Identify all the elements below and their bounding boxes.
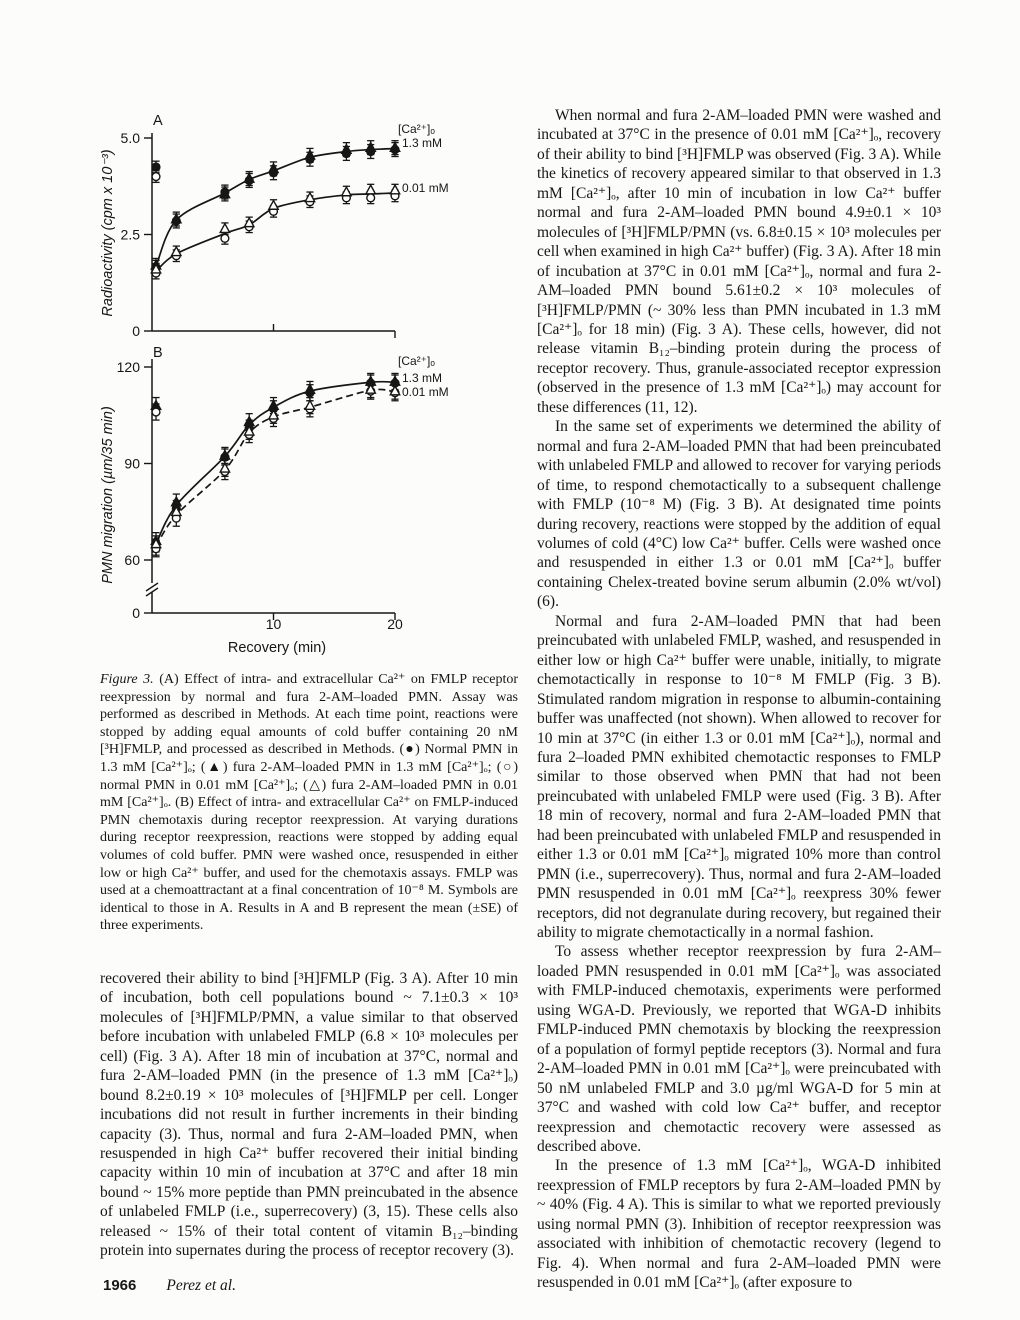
figure-3-charts [100,105,518,667]
paragraph: recovered their ability to bind [³H]FMLP (Fig. 3 A). After 10 min of incubation, both cell populations bound ~ 7.1±0.3 × 10³ molecules of [³H]FMLP/PMN, a value similar to that observed before incubation with unlabeled FMLP (6.8 × 10³ molecules per cell) (Fig. 3 A). After 18 min of incubation at 37°C, normal and fura 2-AM–loaded PMN (in the presence of 1.3 mM [Ca²⁺]ₒ) bound 8.2±0.19 × 10³ molecules of [³H]FMLP per cell. Longer incubations did not result in further increments in their binding capacity (3). Thus, normal and fura 2-AM–loaded PMN, when resuspended in high Ca²⁺ buffer recovered their initial binding capacity within 10 min of incubation at 37°C and after 18 min bound ~ 15% more peptide than PMN preincubated in the absence of unlabeled FMLP (i.e., superrecovery) (3, 15). These cells also released ~ 15% of their total content of vitamin B₁₂–binding protein into supernates during the process of receptor recovery (3). [100,969,518,1260]
left-column [100,105,518,1261]
open-circle-marker [152,173,160,181]
chart-panel-A [100,113,449,339]
x-tick-label: 20 [387,616,403,632]
y-tick-label: 90 [124,455,140,472]
figure-3 [100,105,518,667]
filled-triangle-marker [305,385,314,394]
running-authors: Perez et al. [166,1277,236,1294]
open-triangle-marker [305,193,314,202]
x-axis-title: Recovery (min) [227,640,327,656]
panel-label: A [153,113,163,129]
open-circle-marker [367,194,375,202]
open-triangle-marker [305,401,314,410]
paragraph: Normal and fura 2-AM–loaded PMN that had been preincubated with unlabeled FMLP, washed, and resuspended in either low or high Ca²⁺ buffer were unable, initially, to migrate chemotactically in response to 10⁻⁸ M FMLP (Fig. 3 B). Stimulated random migration in response to albumin-containing buffer was unaffected (not shown). When allowed to recover for 10 min at 37°C (in either 1.3 or 0.01 mM [Ca²⁺]ₒ), normal and fura 2–loaded PMN exhibited chemotactic responses to FMLP similar to those observed when PMN that had not been preincubated with unlabeled FMLP were used (Fig. 3 B). After 18 min of recovery, normal and fura 2-AM–loaded PMN that had been preincubated with unlabeled FMLP and resuspended in either 1.3 or 0.01 mM [Ca²⁺]ₒ migrated 10% more than control PMN (i.e., superrecovery). Thus, normal and fura 2-AM–loaded PMN resuspended in 0.01 mM [Ca²⁺]ₒ reexpress 30% fewer receptors, did not degranulate during recovery, but regained their ability to migrate chemotactically in a normal fashion. [537,612,941,942]
paragraph: In the presence of 1.3 mM [Ca²⁺]ₒ, WGA-D inhibited reexpression of FMLP receptors by fura 2-AM–loaded PMN by ~ 40% (Fig. 4 A). This is similar to what we reported previously using normal PMN (3). Inhibition of receptor reexpression was associated with inhibition of chemotactic recovery (legend to Fig. 4). When normal and fura 2-AM–loaded PMN were resuspended in 0.01 mM [Ca²⁺]ₒ (after exposure to [537,1157,941,1292]
panel-label: B [153,345,163,361]
legend-header: [Ca²⁺]ₒ [398,354,435,368]
paragraph: When normal and fura 2-AM–loaded PMN were washed and incubated at 37°C in the presence of 0.01 mM [Ca²⁺]ₒ, recovery of their ability to bind [³H]FMLP was observed (Fig. 3 A). While the kinetics of recovery appeared similar to that observed in 1.3 mM [Ca²⁺]ₒ, after 10 min of incubation in low Ca²⁺ buffer normal and fura 2-AM–loaded PMN bound 4.9±0.1 × 10³ molecules of [³H]FMLP/PMN (vs. 6.8±0.15 × 10³ molecules per cell when examined in high Ca²⁺ buffer) (Fig. 3 A). After 18 min of incubation at 37°C in 0.01 mM [Ca²⁺]ₒ, normal and fura 2-AM–loaded PMN bound 5.61±0.2 × 10³ molecules of [³H]FMLP/PMN (~ 30% less than PMN incubated in 1.3 mM [Ca²⁺]ₒ for 18 min) (Fig. 3 A). These cells, however, did not release vitamin B₁₂–binding protein during the process of receptor recovery. Thus, granule-associated receptor expression (observed in the presence of 1.3 mM [Ca²⁺]ₒ) may account for these differences (11, 12). [537,107,941,416]
chart-panel-B [100,345,449,656]
figure-caption-label: Figure 3. [100,672,154,687]
legend-low-label: 0.01 mM [402,385,449,399]
y-tick-label: 0 [132,605,140,621]
filled-circle-marker [152,163,160,171]
y-tick-label: 120 [116,358,140,375]
x-tick-label: 10 [265,616,282,632]
figure-3-caption [100,671,518,935]
open-triangle-marker [366,185,375,194]
open-triangle-marker [390,185,399,194]
left-column-body [100,969,518,1261]
legend-high-label: 1.3 mM [402,136,443,150]
paragraph: In the same set of experiments we determined the ability of normal and fura 2-AM–loaded PMN that had been preincubated with unlabeled FMLP and allowed to recover for varying periods of time, to respond chemotactically to a subsequent challenge with FMLP (10⁻⁸ M) (Fig. 3 B). At designated time points during recovery, reactions were stopped by the addition of equal volumes of cold (4°C) low Ca²⁺ buffer. Cells were washed once and resuspended in either 1.3 or 0.01 mM [Ca²⁺]ₒ buffer containing Chelex-treated bovine serum albumin (2.0% wt/vol) (6). [537,418,941,611]
figure-caption-text: (A) Effect of intra- and extracellular Ca²⁺ on FMLP receptor reexpression by normal and fura 2-AM–loaded PMN. Assay was performed as described in Methods. At each time point, reactions were stopped by adding equal amounts of cold buffer containing 20 nM [³H]FMLP, and processed as described in Methods. (●) Normal PMN in 1.3 mM [Ca²⁺]ₒ; (▲) fura 2-AM–loaded PMN in 1.3 mM [Ca²⁺]ₒ; (○) normal PMN in 0.01 mM [Ca²⁺]ₒ; (△) fura 2-AM–loaded PMN in 0.01 mM [Ca²⁺]ₒ. (B) Effect of intra- and extracellular Ca²⁺ on FMLP-induced PMN chemotaxis during receptor reexpression. At varying durations during receptor reexpression, reactions were stopped by adding equal volumes of cold buffer. PMN were washed once, resuspended in either low or high Ca²⁺ buffer, and used for the chemotaxis assays. FMLP was used at a chemoattractant at a final concentration of 10⁻⁸ M. Symbols are identical to those in A. Results in A and B represent the mean (±SE) of three experiments. [100,672,518,934]
open-circle-marker [152,408,160,416]
legend-low-label: 0.01 mM [402,181,449,195]
page-number: 1966 [103,1277,137,1294]
y-axis-title: PMN migration (µm/35 min) [100,406,116,584]
y-tick-label: 60 [124,552,140,568]
open-circle-marker [221,234,229,242]
y-tick-label: 5.0 [120,130,140,146]
y-tick-label: 0 [132,323,140,339]
open-triangle-marker [220,224,229,233]
paragraph: To assess whether receptor reexpression by fura 2-AM–loaded PMN resuspended in 0.01 mM [Ca²⁺]ₒ was associated with FMLP-induced chemotaxis, experiments were performed using WGA-D. Previously, we reported that WGA-D inhibits FMLP-induced PMN chemotaxis by blocking the reexpression of a population of formyl peptide receptors (3). Normal and fura 2-AM–loaded PMN in 0.01 mM [Ca²⁺]ₒ were preincubated with 50 nM unlabeled FMLP and 3.0 µg/ml WGA-D for 5 min at 37°C and washed with cold low Ca²⁺ buffer, and receptor reexpression and chemotactic recovery were assessed as described above. [537,943,941,1156]
y-axis-title: Radioactivity (cpm x 10⁻³) [100,149,116,317]
right-column [537,106,941,1293]
open-triangle-marker [269,201,278,210]
legend-high-label: 1.3 mM [402,371,443,385]
y-tick-label: 2.5 [120,226,140,243]
page-footer [103,1277,236,1295]
legend-header: [Ca²⁺]ₒ [398,122,435,136]
